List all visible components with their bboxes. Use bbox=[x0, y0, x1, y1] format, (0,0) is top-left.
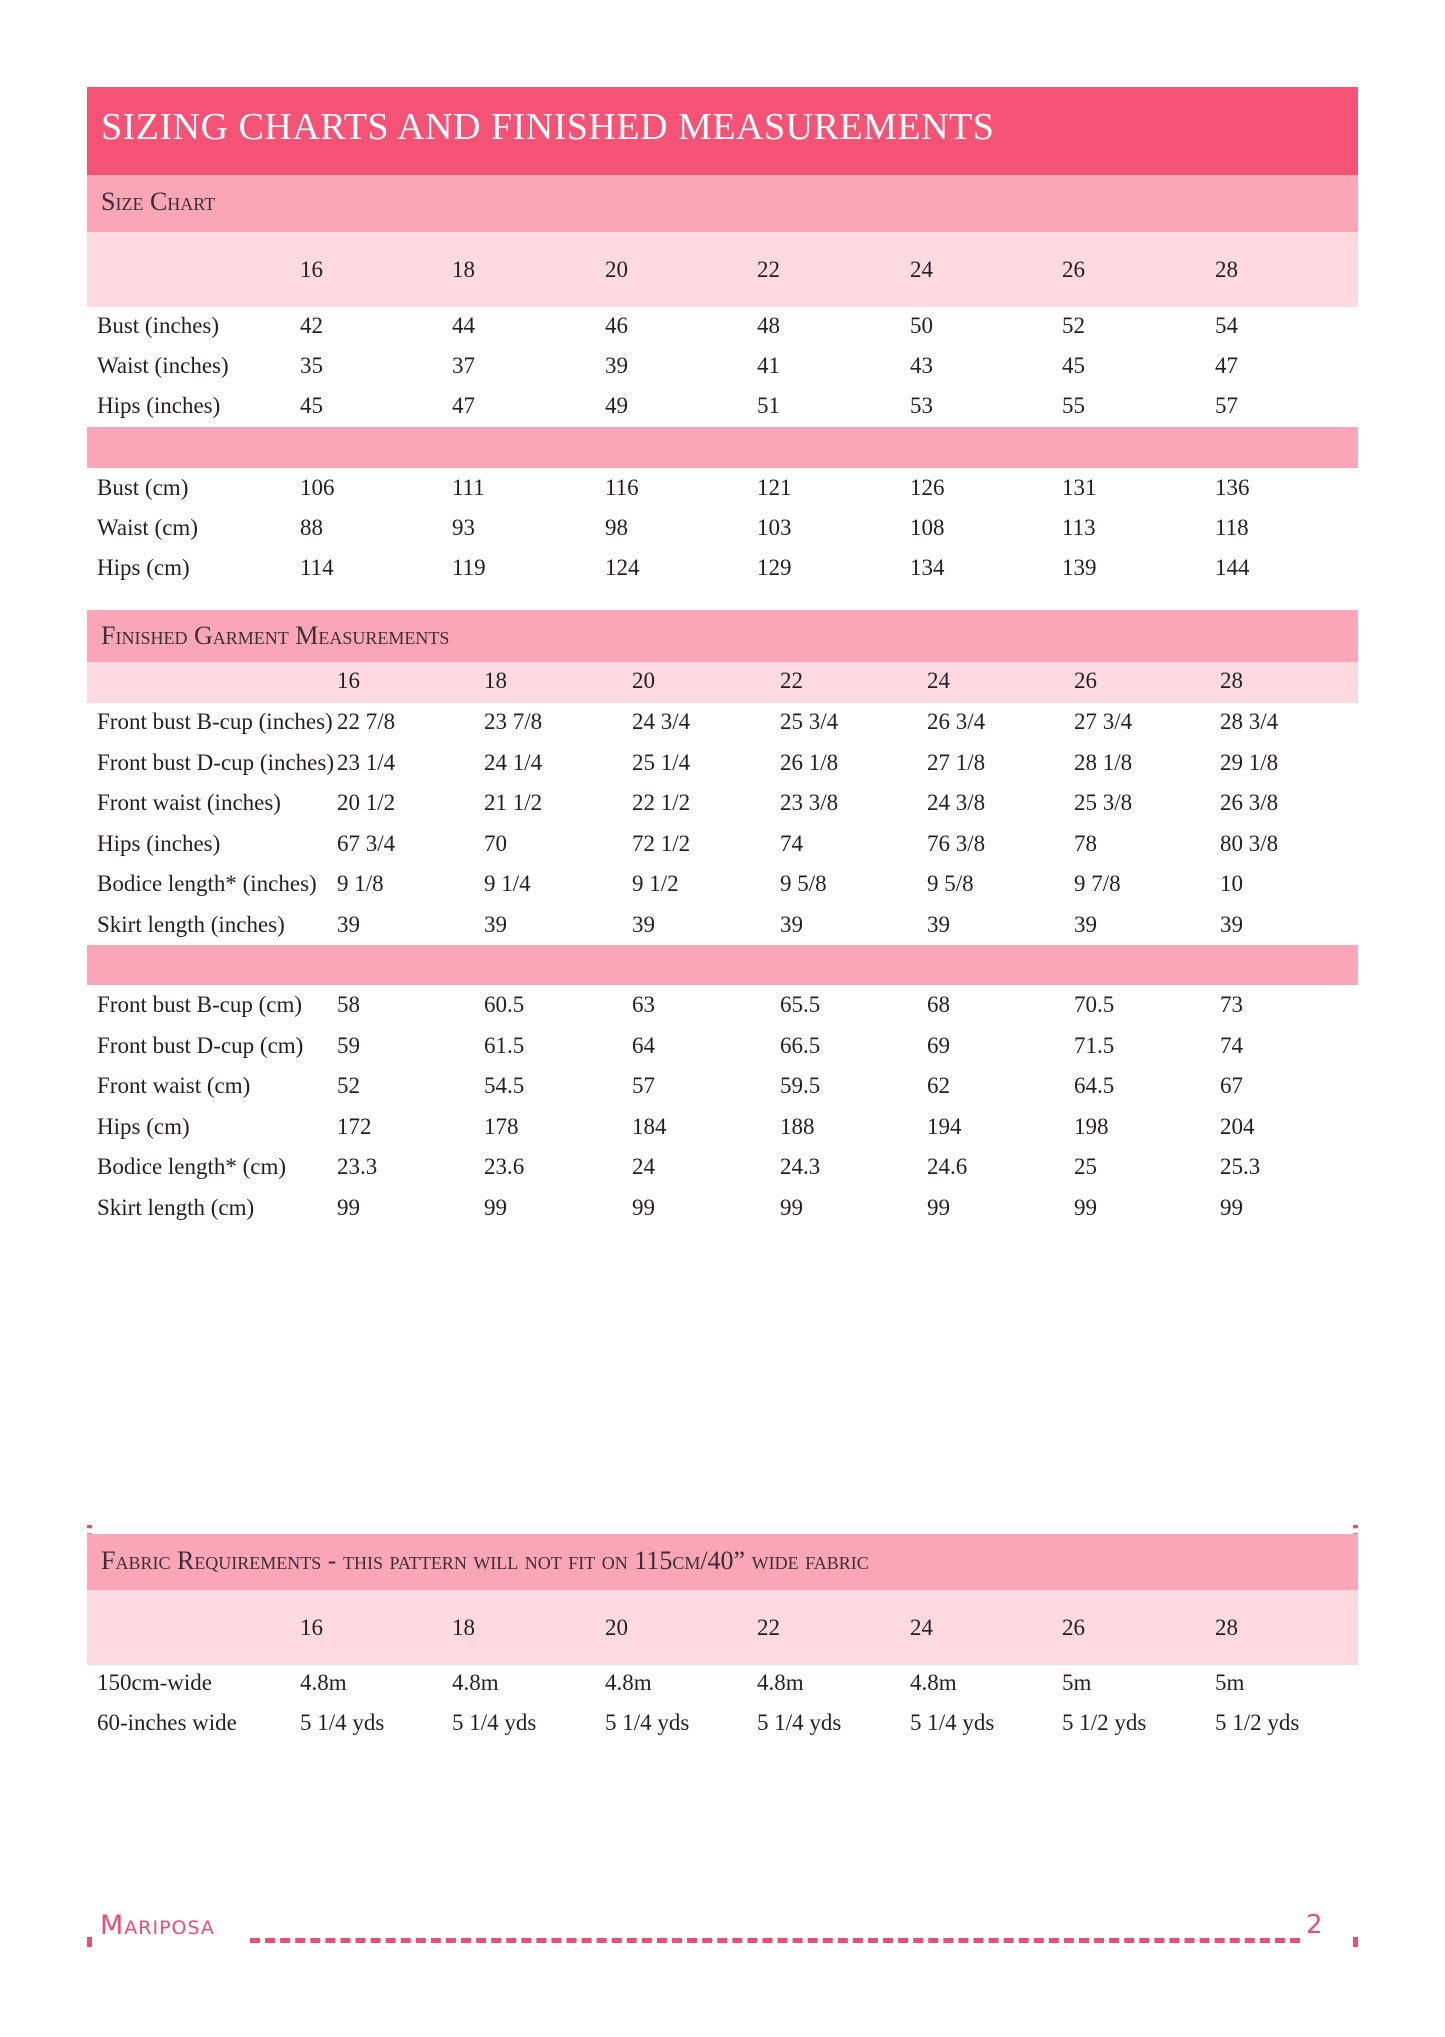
table-cell: 118 bbox=[1215, 515, 1249, 540]
table-cell: 9 7/8 bbox=[1074, 871, 1121, 896]
table-cell: 39 bbox=[632, 911, 655, 937]
table-cell: 47 bbox=[1215, 353, 1238, 378]
table-cell: 67 3/4 bbox=[337, 830, 396, 856]
row-label: 150cm-wide bbox=[97, 1670, 212, 1695]
table-cell: 126 bbox=[910, 475, 945, 500]
size-header: 18 bbox=[452, 257, 475, 282]
table-cell: 39 bbox=[1220, 911, 1243, 937]
table-cell: 68 bbox=[927, 992, 950, 1017]
size-header: 26 bbox=[1062, 257, 1085, 282]
table-cell: 198 bbox=[1074, 1113, 1109, 1139]
row-label: Hips (inches) bbox=[97, 830, 221, 856]
table-cell: 5m bbox=[1215, 1670, 1245, 1695]
row-label: Front bust B-cup (inches) bbox=[97, 709, 333, 734]
table-cell: 73 bbox=[1220, 992, 1243, 1017]
table-cell: 124 bbox=[605, 555, 640, 580]
table-cell: 5 1/4 yds bbox=[300, 1710, 385, 1735]
table-cell: 45 bbox=[1062, 353, 1085, 378]
table-cell: 4.8m bbox=[605, 1670, 652, 1695]
size-header: 24 bbox=[910, 257, 933, 282]
row-label: Waist (inches) bbox=[97, 353, 229, 378]
size-chart-heading: Size Chart bbox=[101, 187, 216, 216]
table-cell: 72 1/2 bbox=[632, 830, 691, 856]
fabric-sizes-row bbox=[87, 1590, 1358, 1665]
table-cell: 178 bbox=[484, 1113, 519, 1139]
table-cell: 119 bbox=[452, 555, 486, 580]
table-cell: 51 bbox=[757, 393, 780, 418]
table-cell: 5 1/4 yds bbox=[605, 1710, 690, 1735]
page-number: 2 bbox=[1306, 1910, 1323, 1940]
footer-dashed-line bbox=[250, 1938, 1300, 1943]
table-cell: 58 bbox=[337, 992, 360, 1017]
table-cell: 76 3/8 bbox=[927, 830, 986, 856]
table-cell: 24 3/4 bbox=[632, 709, 691, 734]
size-chart-heading-band bbox=[87, 175, 1358, 232]
table-cell: 78 bbox=[1074, 830, 1097, 856]
size-chart-inches-body bbox=[87, 307, 1358, 427]
row-label: Front bust D-cup (cm) bbox=[97, 1032, 304, 1058]
size-header: 18 bbox=[484, 668, 507, 693]
size-header: 26 bbox=[1062, 1615, 1085, 1640]
table-cell: 21 1/2 bbox=[484, 790, 543, 815]
table-cell: 144 bbox=[1215, 555, 1250, 580]
table-cell: 4.8m bbox=[452, 1670, 499, 1695]
table-cell: 27 1/8 bbox=[927, 749, 986, 775]
table-cell: 25 3/4 bbox=[780, 709, 839, 734]
table-cell: 54.5 bbox=[484, 1073, 525, 1098]
row-label: Hips (cm) bbox=[97, 555, 190, 580]
size-header: 28 bbox=[1215, 1615, 1238, 1640]
table-cell: 134 bbox=[910, 555, 945, 580]
size-header: 20 bbox=[632, 668, 655, 693]
table-cell: 25.3 bbox=[1220, 1154, 1261, 1179]
table-cell: 61.5 bbox=[484, 1032, 525, 1058]
table-cell: 25 3/8 bbox=[1074, 790, 1133, 815]
table-cell: 24 bbox=[632, 1154, 655, 1179]
table-cell: 24.6 bbox=[927, 1154, 968, 1179]
table-cell: 67 bbox=[1220, 1073, 1243, 1098]
table-cell: 99 bbox=[484, 1194, 507, 1220]
table-cell: 39 bbox=[337, 911, 360, 937]
table-cell: 52 bbox=[1062, 313, 1085, 338]
table-cell: 24 3/8 bbox=[927, 790, 986, 815]
table-cell: 37 bbox=[452, 353, 475, 378]
table-cell: 99 bbox=[1220, 1194, 1243, 1220]
table-cell: 136 bbox=[1215, 475, 1250, 500]
table-cell: 50 bbox=[910, 313, 933, 338]
table-cell: 131 bbox=[1062, 475, 1097, 500]
table-cell: 114 bbox=[300, 555, 334, 580]
table-cell: 47 bbox=[452, 393, 475, 418]
size-header: 24 bbox=[927, 668, 950, 693]
row-label: Front waist (inches) bbox=[97, 790, 281, 815]
table-cell: 99 bbox=[337, 1194, 360, 1220]
table-cell: 44 bbox=[452, 313, 475, 338]
table-cell: 23.3 bbox=[337, 1154, 378, 1179]
row-label: Front waist (cm) bbox=[97, 1073, 251, 1098]
table-cell: 184 bbox=[632, 1113, 667, 1139]
page-title: SIZING CHARTS AND FINISHED MEASUREMENTS bbox=[101, 106, 995, 148]
table-cell: 22 7/8 bbox=[337, 709, 396, 734]
table-cell: 23 3/8 bbox=[780, 790, 839, 815]
table-cell: 129 bbox=[757, 555, 792, 580]
table-cell: 24.3 bbox=[780, 1154, 821, 1179]
table-cell: 39 bbox=[927, 911, 950, 937]
table-cell: 70 bbox=[484, 830, 507, 856]
table-cell: 99 bbox=[1074, 1194, 1097, 1220]
row-label: 60-inches wide bbox=[97, 1710, 237, 1735]
table-cell: 121 bbox=[757, 475, 792, 500]
table-cell: 63 bbox=[632, 992, 655, 1017]
size-header: 28 bbox=[1220, 668, 1243, 693]
table-cell: 74 bbox=[1220, 1032, 1243, 1058]
table-cell: 59.5 bbox=[780, 1073, 821, 1098]
page-title-bar bbox=[87, 87, 1358, 175]
table-cell: 62 bbox=[927, 1073, 950, 1098]
table-cell: 45 bbox=[300, 393, 323, 418]
finished-sizes-row bbox=[87, 662, 1358, 703]
table-cell: 28 1/8 bbox=[1074, 749, 1133, 775]
table-cell: 26 3/4 bbox=[927, 709, 986, 734]
table-cell: 5 1/4 yds bbox=[452, 1710, 537, 1735]
table-cell: 57 bbox=[632, 1073, 655, 1098]
finished-spacer bbox=[87, 945, 1358, 985]
table-cell: 10 bbox=[1220, 871, 1243, 896]
table-cell: 9 5/8 bbox=[927, 871, 974, 896]
table-cell: 99 bbox=[780, 1194, 803, 1220]
table-cell: 20 1/2 bbox=[337, 790, 396, 815]
table-cell: 23 7/8 bbox=[484, 709, 543, 734]
table-cell: 71.5 bbox=[1074, 1032, 1115, 1058]
row-label: Front bust B-cup (cm) bbox=[97, 992, 303, 1017]
size-header: 16 bbox=[300, 257, 323, 282]
size-header: 16 bbox=[300, 1615, 323, 1640]
size-header: 22 bbox=[757, 1615, 780, 1640]
table-cell: 23 1/4 bbox=[337, 749, 396, 775]
table-cell: 41 bbox=[757, 353, 780, 378]
size-header: 28 bbox=[1215, 257, 1238, 282]
table-cell: 23.6 bbox=[484, 1154, 525, 1179]
table-cell: 27 3/4 bbox=[1074, 709, 1133, 734]
table-cell: 99 bbox=[927, 1194, 950, 1220]
size-header: 16 bbox=[337, 668, 360, 693]
table-cell: 113 bbox=[1062, 515, 1096, 540]
table-cell: 26 3/8 bbox=[1220, 790, 1279, 815]
table-cell: 9 5/8 bbox=[780, 871, 827, 896]
row-label: Hips (cm) bbox=[97, 1113, 190, 1139]
table-cell: 29 1/8 bbox=[1220, 749, 1279, 775]
table-cell: 9 1/2 bbox=[632, 871, 679, 896]
table-cell: 69 bbox=[927, 1032, 950, 1058]
table-cell: 188 bbox=[780, 1113, 815, 1139]
table-cell: 204 bbox=[1220, 1113, 1255, 1139]
table-cell: 108 bbox=[910, 515, 945, 540]
table-cell: 5 1/4 yds bbox=[757, 1710, 842, 1735]
row-label: Bodice length* (inches) bbox=[97, 871, 317, 896]
table-cell: 9 1/4 bbox=[484, 871, 531, 896]
fabric-heading: Fabric Requirements - this pattern will not fit on 115cm/40” wide fabric bbox=[101, 1546, 869, 1575]
row-label: Waist (cm) bbox=[97, 515, 198, 540]
table-cell: 28 3/4 bbox=[1220, 709, 1279, 734]
table-cell: 9 1/8 bbox=[337, 871, 384, 896]
finished-heading: Finished Garment Measurements bbox=[101, 621, 450, 650]
table-cell: 24 1/4 bbox=[484, 749, 543, 775]
table-cell: 172 bbox=[337, 1113, 372, 1139]
finished-heading-band bbox=[87, 610, 1358, 662]
table-cell: 88 bbox=[300, 515, 323, 540]
size-header: 24 bbox=[910, 1615, 933, 1640]
finished-inches-body bbox=[87, 703, 1358, 945]
table-cell: 43 bbox=[910, 353, 933, 378]
table-cell: 26 1/8 bbox=[780, 749, 839, 775]
table-cell: 5m bbox=[1062, 1670, 1092, 1695]
table-cell: 46 bbox=[605, 313, 628, 338]
table-cell: 64.5 bbox=[1074, 1073, 1115, 1098]
table-cell: 22 1/2 bbox=[632, 790, 691, 815]
fabric-heading-band bbox=[87, 1534, 1358, 1590]
table-cell: 57 bbox=[1215, 393, 1238, 418]
table-cell: 48 bbox=[757, 313, 780, 338]
table-cell: 194 bbox=[927, 1113, 962, 1139]
table-cell: 60.5 bbox=[484, 992, 525, 1017]
table-cell: 54 bbox=[1215, 313, 1238, 338]
row-label: Skirt length (inches) bbox=[97, 911, 285, 937]
table-cell: 65.5 bbox=[780, 992, 821, 1017]
table-cell: 55 bbox=[1062, 393, 1085, 418]
table-cell: 70.5 bbox=[1074, 992, 1115, 1017]
table-cell: 4.8m bbox=[757, 1670, 804, 1695]
table-cell: 39 bbox=[605, 353, 628, 378]
table-cell: 49 bbox=[605, 393, 628, 418]
fabric-body bbox=[87, 1665, 1358, 1935]
table-cell: 5 1/4 yds bbox=[910, 1710, 995, 1735]
finished-cm-body bbox=[87, 985, 1358, 1525]
table-cell: 74 bbox=[780, 830, 803, 856]
table-cell: 4.8m bbox=[910, 1670, 957, 1695]
table-cell: 116 bbox=[605, 475, 639, 500]
size-header: 18 bbox=[452, 1615, 475, 1640]
table-cell: 39 bbox=[780, 911, 803, 937]
row-label: Front bust D-cup (inches) bbox=[97, 749, 334, 775]
row-label: Hips (inches) bbox=[97, 393, 221, 418]
row-label: Skirt length (cm) bbox=[97, 1194, 255, 1220]
size-header: 20 bbox=[605, 1615, 628, 1640]
size-header: 26 bbox=[1074, 668, 1097, 693]
table-cell: 59 bbox=[337, 1032, 360, 1058]
table-cell: 106 bbox=[300, 475, 335, 500]
table-cell: 35 bbox=[300, 353, 323, 378]
table-cell: 111 bbox=[452, 475, 485, 500]
table-cell: 139 bbox=[1062, 555, 1097, 580]
size-header: 22 bbox=[757, 257, 780, 282]
table-cell: 39 bbox=[1074, 911, 1097, 937]
table-cell: 5 1/2 yds bbox=[1062, 1710, 1147, 1735]
table-cell: 64 bbox=[632, 1032, 655, 1058]
table-cell: 39 bbox=[484, 911, 507, 937]
size-chart-cm-body bbox=[87, 468, 1358, 610]
size-header: 22 bbox=[780, 668, 803, 693]
table-cell: 25 bbox=[1074, 1154, 1097, 1179]
row-label: Bust (inches) bbox=[97, 313, 220, 338]
table-cell: 42 bbox=[300, 313, 323, 338]
table-cell: 25 1/4 bbox=[632, 749, 691, 775]
table-cell: 99 bbox=[632, 1194, 655, 1220]
size-chart-sizes-row bbox=[87, 232, 1358, 307]
table-cell: 98 bbox=[605, 515, 628, 540]
table-cell: 4.8m bbox=[300, 1670, 347, 1695]
table-cell: 93 bbox=[452, 515, 475, 540]
footer-brand: Mariposa bbox=[100, 1910, 215, 1941]
table-cell: 103 bbox=[757, 515, 792, 540]
table-cell: 53 bbox=[910, 393, 933, 418]
row-label: Bust (cm) bbox=[97, 475, 189, 500]
size-header: 20 bbox=[605, 257, 628, 282]
row-label: Bodice length* (cm) bbox=[97, 1154, 287, 1179]
table-cell: 5 1/2 yds bbox=[1215, 1710, 1300, 1735]
table-cell: 52 bbox=[337, 1073, 360, 1098]
table-cell: 66.5 bbox=[780, 1032, 821, 1058]
size-chart-spacer bbox=[87, 427, 1358, 468]
table-cell: 80 3/8 bbox=[1220, 830, 1279, 856]
